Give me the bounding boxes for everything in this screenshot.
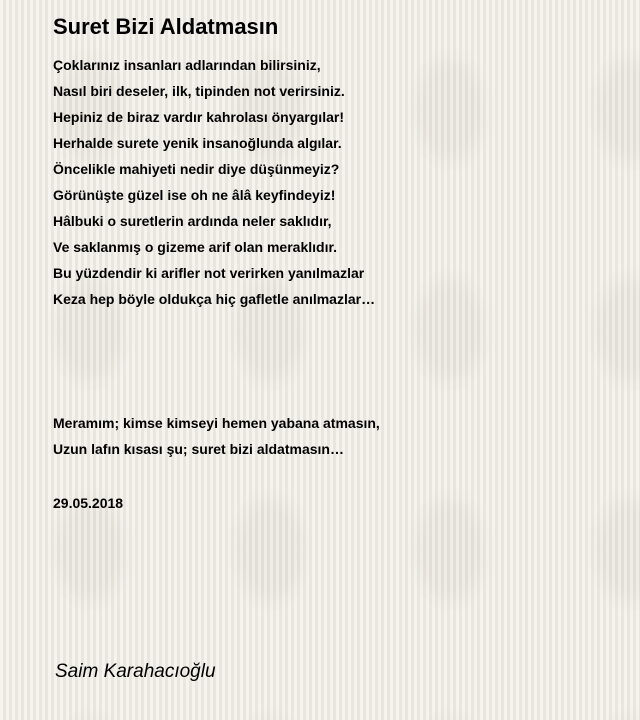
poem-line: Öncelikle mahiyeti nedir diye düşünmeyiz? <box>53 161 340 177</box>
poem-line: Çoklarınız insanları adlarından bilirsiniz, <box>53 57 321 73</box>
poem-line: Bu yüzdendir ki arifler not verirken yanılmazlar <box>53 265 365 281</box>
poem-stanza-1 <box>53 52 613 312</box>
poem-stanza-2 <box>53 410 613 462</box>
poem-line: Meramım; kimse kimseyi hemen yabana atmasın, <box>53 415 380 431</box>
poem-line: Hâlbuki o suretlerin ardında neler saklıdır, <box>53 213 332 229</box>
poem-title: Suret Bizi Aldatmasın <box>53 14 279 39</box>
poem-line: Herhalde surete yenik insanoğlunda algılar. <box>53 135 342 151</box>
poem-author: Saim Karahacıoğlu <box>55 661 216 682</box>
poem-date: 29.05.2018 <box>53 495 124 511</box>
poem-line: Keza hep böyle oldukça hiç gafletle anılmazlar… <box>53 291 376 307</box>
poem-line: Uzun lafın kısası şu; suret bizi aldatmasın… <box>53 441 344 457</box>
poem-line: Hepiniz de biraz vardır kahrolası önyargılar! <box>53 109 344 125</box>
poem-line: Nasıl biri deseler, ilk, tipinden not verirsiniz. <box>53 83 345 99</box>
poem-line: Görünüşte güzel ise oh ne âlâ keyfindeyiz! <box>53 187 336 203</box>
poem-line: Ve saklanmış o gizeme arif olan meraklıdır. <box>53 239 338 255</box>
